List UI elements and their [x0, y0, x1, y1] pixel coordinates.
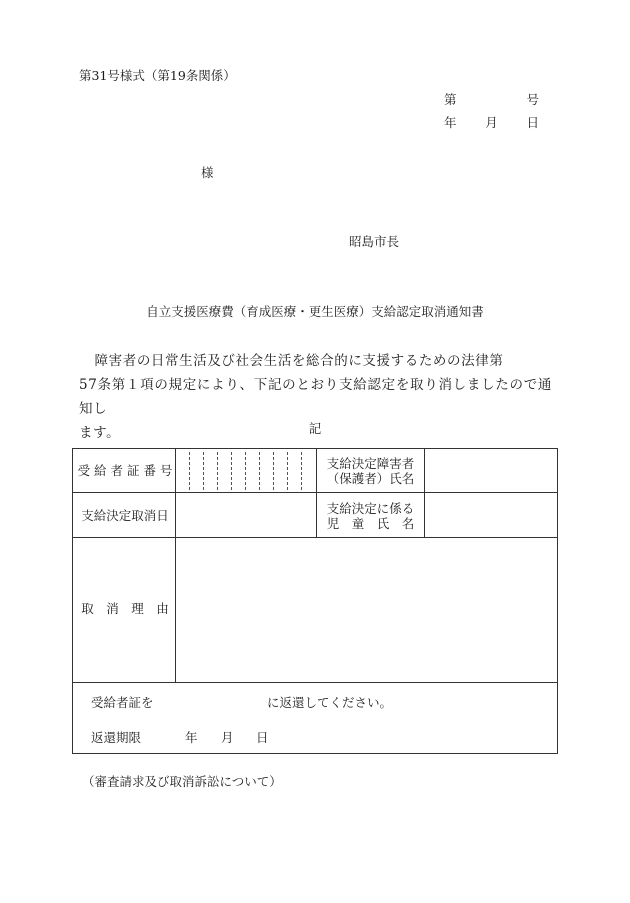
digit-divider — [287, 452, 288, 490]
row-divider-2 — [73, 537, 557, 538]
cancellation-table — [72, 448, 558, 754]
cancel-date-field[interactable] — [177, 494, 315, 536]
cancel-date-label: 支給決定取消日 — [81, 508, 169, 523]
doc-number-prefix: 第 — [444, 92, 457, 107]
return-cert-suffix: に返還してください。 — [267, 695, 393, 710]
child-label-line-2: 児 童 氏 名 — [326, 516, 415, 531]
form-number: 第31号様式（第19条関係） — [79, 68, 236, 83]
child-name-field[interactable] — [425, 494, 555, 536]
issue-date — [444, 113, 539, 131]
issuer: 昭島市長 — [349, 234, 400, 249]
return-deadline-label: 返還期限 — [91, 730, 142, 745]
guardian-label-line-2: （保護者）氏名 — [326, 471, 415, 486]
child-name-label — [319, 501, 422, 531]
recipient-cert-number-label: 受 給 者 証 番 号 — [77, 463, 173, 478]
body-line-3: ます。 — [79, 425, 121, 441]
document-number — [444, 90, 539, 108]
date-day: 日 — [526, 115, 539, 130]
date-month: 月 — [485, 115, 498, 130]
body-line-1: 障害者の日常生活及び社会生活を総合的に支援するための法律第 — [94, 353, 504, 369]
digit-divider — [259, 452, 260, 490]
return-year: 年 — [185, 730, 198, 745]
reason-field[interactable] — [177, 539, 555, 681]
guardian-name-field[interactable] — [425, 450, 555, 491]
digit-divider — [245, 452, 246, 490]
row-divider-1 — [73, 492, 557, 493]
document-title: 自立支援医療費（育成医療・更生医療）支給認定取消通知書 — [146, 304, 484, 319]
appeal-note: （審査請求及び取消訴訟について） — [82, 774, 282, 789]
digit-divider — [189, 452, 190, 490]
doc-number-suffix: 号 — [526, 92, 539, 107]
return-month: 月 — [221, 730, 234, 745]
ki-heading: 記 — [308, 421, 322, 436]
digit-divider — [217, 452, 218, 490]
row-divider-3 — [73, 682, 557, 683]
return-cert-prefix: 受給者証を — [91, 695, 154, 710]
digit-divider — [231, 452, 232, 490]
body-line-2: 57条第１項の規定により、下記のとおり支給認定を取り消しましたので通知し — [79, 377, 552, 417]
col-divider-mid — [316, 449, 317, 537]
digit-divider — [301, 452, 302, 490]
digit-divider — [203, 452, 204, 490]
reason-label: 取 消 理 由 — [81, 601, 169, 616]
guardian-name-label — [319, 456, 422, 486]
col-divider-label — [175, 449, 176, 682]
addressee-honorific: 様 — [201, 165, 214, 180]
child-label-line-1: 支給決定に係る — [326, 501, 415, 516]
date-year: 年 — [444, 115, 457, 130]
digit-divider — [273, 452, 274, 490]
return-day: 日 — [256, 730, 269, 745]
guardian-label-line-1: 支給決定障害者 — [326, 456, 415, 471]
